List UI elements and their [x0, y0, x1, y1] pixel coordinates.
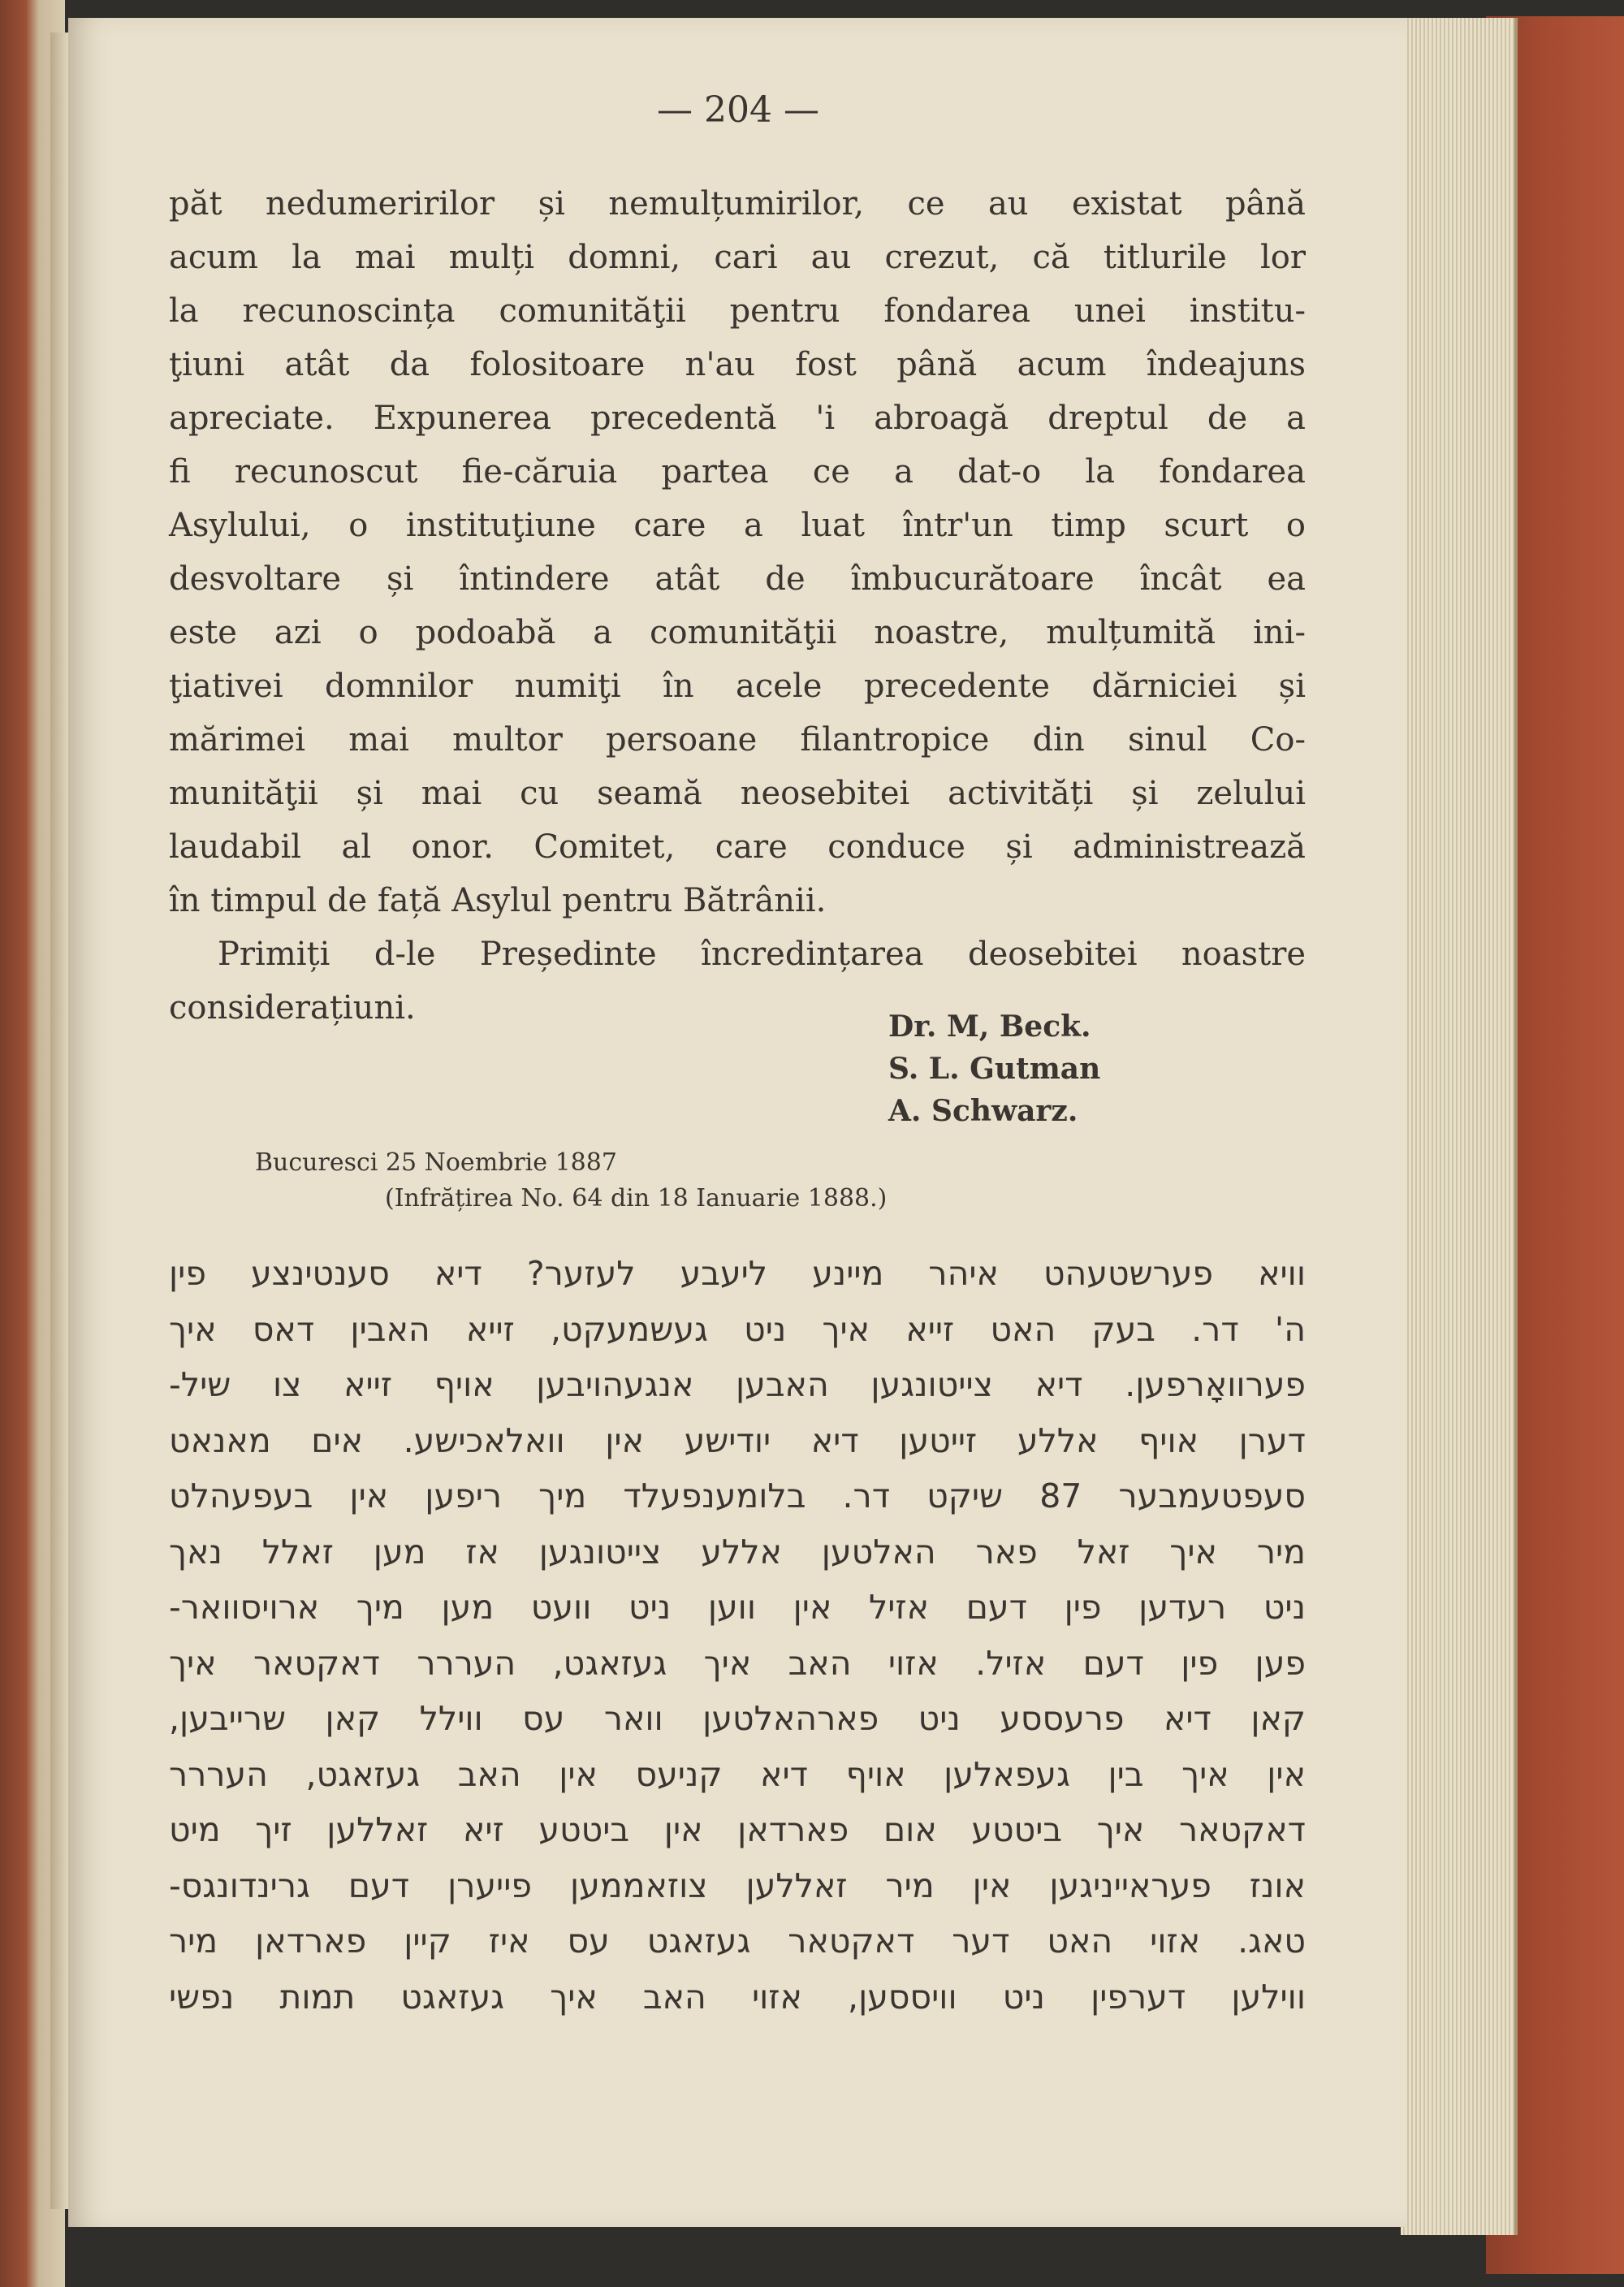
source-note	[255, 1145, 1148, 1217]
hebrew-line: פען פין דעם אזיל. אזוי האב איך געזאגט, העררר דאקטאר איך	[169, 1643, 1306, 1683]
hebrew-line: פערוואָרפען. דיא צייטונגען האבען אנגעהויבען אויף זייא צו שיל-	[169, 1365, 1306, 1404]
paragraph-line: acum la mai mulți domni, cari au crezut, că titlurile lor	[169, 239, 1306, 276]
hebrew-paragraph	[169, 1246, 1306, 2025]
paragraph-line: apreciate. Expunerea precedentă 'i abroagă dreptul de a	[169, 400, 1306, 437]
paragraph-line: mărimei mai multor persoane filantropice din sinul Co-	[169, 721, 1306, 759]
hebrew-line: וויא פערשטעהט איהר מיינע ליעבע לעזער? דיא סענטינצע פין	[169, 1254, 1306, 1293]
paragraph-line: ţiativei domnilor numiţi în acele precedente dărniciei și	[169, 668, 1306, 705]
left-page-edge	[50, 32, 68, 2209]
hebrew-line: דאקטאר איך ביטטע אום פארדאן אין ביטטע זיא זאללען זיך מיט	[169, 1810, 1306, 1849]
hebrew-line: ניט רעדען פין דעם אזיל אין ווען ניט וועט מען מיך ארויסוואר-	[169, 1588, 1306, 1627]
hebrew-line: קאן דיא פרעססע ניט פארהאלטען וואר עס ווילל קאן שרייבען,	[169, 1699, 1306, 1738]
book-page	[68, 18, 1406, 2227]
paragraph-line: ţiuni atât da folositoare n'au fost până acum îndeajuns	[169, 346, 1306, 383]
paragraph-line: la recunoscința comunităţii pentru fondarea unei institu-	[169, 292, 1306, 330]
paragraph-line: este azi o podoabă a comunităţii noastre, mulțumită ini-	[169, 614, 1306, 651]
paragraph-line: păt nedumeririlor și nemulțumirilor, ce au existat până	[169, 185, 1306, 223]
source-note-line: Bucuresci 25 Noembrie 1887	[255, 1148, 617, 1177]
hebrew-line: דערן אויף אללע זייטען דיא יודישע אין וואלאכישע. אים מאנאט	[169, 1420, 1306, 1460]
signature: Dr. M, Beck.	[888, 1009, 1091, 1044]
hebrew-line: ווילען דערפין ניט וויססען, אזוי האב איך געזאגט תמות נפשי	[169, 1977, 1306, 2017]
paragraph-line: Asylului, o instituţiune care a luat într'un timp scurt o	[169, 507, 1306, 544]
hebrew-line: אין איך בין געפאלען אויף דיא קניעס אין האב געזאגט, העררר	[169, 1754, 1306, 1794]
hebrew-line: אונז פעראייניגען אין מיר זאללען צוזאממען פייערן דעם גרינדונגס-	[169, 1865, 1306, 1905]
paragraph-line: laudabil al onor. Comitet, care conduce și administrează	[169, 828, 1306, 866]
hebrew-line: מיר איך זאל פאר האלטען אללע צייטונגען אז מען זאלל נאך	[169, 1532, 1306, 1572]
signature: A. Schwarz.	[888, 1094, 1078, 1128]
signature-block	[888, 1005, 1213, 1132]
closing-line: considerațiuni.	[169, 989, 416, 1027]
hebrew-line: טאג. אזוי האט דער דאקטאר געזאגט עס איז קיין פארדאן מיר	[169, 1922, 1306, 1961]
page-stack-edges	[1401, 18, 1518, 2235]
hebrew-line: סעפטעמבער 87 שיקט דר. בלומענפעלד מיך ריפען אין בעפעהלט	[169, 1476, 1306, 1515]
signature: S. L. Gutman	[888, 1052, 1101, 1086]
source-note-line: (Infrățirea No. 64 din 18 Ianuarie 1888.)	[385, 1184, 888, 1213]
main-paragraph	[169, 177, 1306, 1035]
paragraph-line: munităţii și mai cu seamă neosebitei activități și zelului	[169, 775, 1306, 812]
hebrew-line: ה' דר. בעק האט זייא איך ניט געשמעקט, זייא האבין דאס איך	[169, 1309, 1306, 1349]
paragraph-line: fi recunoscut fie-căruia partea ce a dat-o la fondarea	[169, 453, 1306, 491]
paragraph-line: în timpul de față Asylul pentru Bătrânii.	[169, 882, 827, 919]
closing-line: Primiți d-le Președinte încredințarea deosebitei noastre	[218, 936, 1306, 973]
page-number: — 204 —	[657, 89, 819, 131]
paragraph-line: desvoltare și întindere atât de îmbucurătoare încât ea	[169, 560, 1306, 598]
